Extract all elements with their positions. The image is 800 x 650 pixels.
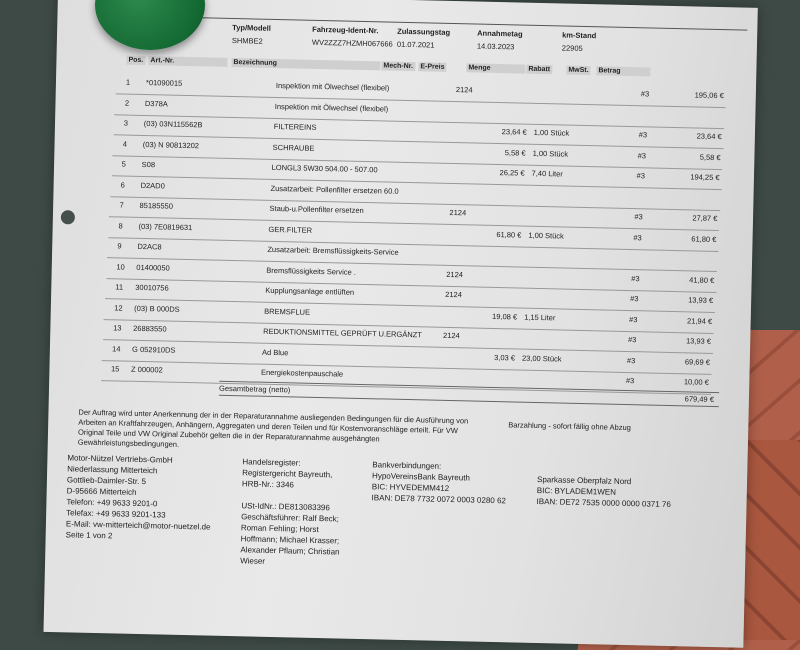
row-amount: 21,94 € [686,315,713,326]
row-description: Zusatzarbeit: Pollenfilter ersetzen 60.0 [270,183,399,196]
row-pos: 5 [121,159,126,169]
col-pos: Pos. [126,56,145,65]
row-description: Ad Blue [261,347,289,357]
row-vat: #3 [640,89,650,99]
row-art-nr: S08 [141,159,156,170]
footer-company [66,452,213,543]
row-description: BREMSFLUE [264,306,311,317]
footer-line: USt-IdNr.: DE813083396 [241,501,330,513]
mileage-label: km-Stand [562,30,597,41]
footer-line: Wieser [240,556,266,566]
acceptance-label: Annahmetag [477,28,523,39]
row-pos: 14 [112,343,121,354]
row-description: LONGL3 5W30 504.00 - 507.00 [271,162,378,175]
row-mech-nr: 2124 [449,207,467,218]
row-vat: #3 [638,130,648,140]
row-amount: 10,00 € [683,377,710,387]
row-vat: #3 [629,314,638,324]
row-description: Bremsflüssigkeits Service . [266,265,357,277]
footer-line: Registergericht Bayreuth, [242,468,333,480]
footer-line: BIC: HYVEDEMM412 [371,482,450,494]
row-pos: 10 [116,261,125,272]
row-art-nr: Z 000002 [130,364,163,375]
row-amount: 5,58 € [699,152,721,162]
row-art-nr: 01400050 [136,262,170,273]
row-unit-price [486,188,524,189]
row-description: GER.FILTER [268,224,313,235]
footer-line: Gottlieb-Daimler-Str. 5 [66,475,147,487]
acceptance-value: 14.03.2023 [476,41,515,52]
row-unit-price: 26,25 € [499,168,525,178]
footer-line: Handelsregister: [242,457,301,468]
row-art-nr: (03) N 90813202 [142,139,200,150]
row-amount: 41,80 € [689,274,715,285]
row-pos: 1 [125,77,131,87]
row-description: SCHRAUBE [272,142,315,153]
row-description: REDUKTIONSMITTEL GEPRÜFT U.ERGÄNZT [263,326,422,340]
row-pos: 15 [110,364,120,374]
footer-register [240,456,342,568]
col-art: Art.-Nr. [148,56,227,67]
row-amount: 195,06 € [694,90,724,101]
row-art-nr: (03) 03N115562B [143,118,203,130]
row-description: Zusatzarbeit: Bremsflüssigkeits-Service [267,244,399,257]
row-amount: 69,69 € [684,356,711,367]
row-unit-price: 5,58 € [504,147,526,158]
row-pos: 9 [117,241,122,251]
footer-line: Telefax: +49 9633 9201-133 [66,508,166,520]
row-vat: #3 [634,212,643,222]
registration-label: Zulassungstag [397,26,451,37]
col-mwst: MwSt. [566,66,590,76]
invoice-paper [43,0,757,648]
row-mech-nr: 2124 [446,269,464,279]
row-quantity: 1,00 Stück [528,230,564,241]
row-unit-price [491,86,529,87]
row-amount: 13,93 € [688,295,714,305]
footer-line: Geschäftsführer: Ralf Beck; [241,512,340,524]
row-art-nr: 30010756 [135,282,169,293]
row-unit-price [482,250,520,251]
fin-label: Fahrzeug-Ident-Nr. [312,24,379,36]
terms-text: Der Auftrag wird unter Anerkennung der in der Reparaturannahme ausliegenden Bedingungen für die Ausführung von Arbeiten an Kraftfahrzeugen, Anhängern, Aggregaten und deren Teilen und für Kostenvoranschläge erteilt. Für VW Original Teile und VW Original Zubehör gelten die in der Reparaturannahme ausgehängten Gewährleistungsbedingungen. [77,407,469,449]
row-amount [675,111,723,112]
fin-value: WV2ZZZ7HZMH067666 [311,37,393,49]
row-vat: #3 [630,294,639,304]
col-qty: Menge [466,63,525,73]
row-description: Energiekostenpauschale [260,367,344,379]
row-art-nr: D2AD0 [140,180,165,190]
row-pos: 4 [122,139,128,149]
row-quantity: 7,40 Liter [531,168,563,179]
footer-line: Niederlassung Mitterteich [67,464,158,476]
row-quantity: 23,00 Stück [521,353,562,364]
footer-line: IBAN: DE72 7535 0000 0000 0371 76 [536,496,671,510]
row-quantity: 1,00 Stück [533,127,570,138]
col-ep: E-Preis [418,62,446,72]
row-unit-price: 23,64 € [501,127,527,137]
row-unit-price [476,373,514,374]
col-desc: Bezeichnung [231,58,380,70]
row-art-nr: D378A [144,98,168,109]
row-amount: 23,64 € [696,131,722,142]
footer-line: Alexander Pflaum; Christian [240,545,340,557]
row-unit-price [480,291,518,292]
row-amount: 194,25 € [690,172,720,183]
row-vat: #3 [627,335,637,345]
footer-line: IBAN: DE78 7732 0072 0003 0280 62 [371,493,507,506]
footer-bank-hypo [371,459,506,506]
row-mech-nr: 2124 [443,330,460,341]
total-value: 679,49 € [684,394,715,404]
row-vat: #3 [636,171,646,181]
footer-bank-sparkasse [536,463,671,510]
row-art-nr: 85185550 [139,200,174,211]
row-amount: 13,93 € [685,336,712,346]
row-description: Inspektion mit Ölwechsel (flexibel) [275,80,390,93]
row-mech-nr: 2124 [455,85,473,95]
row-art-nr: G 052910DS [132,344,176,355]
footer-line: Bankverbindungen: [372,460,442,471]
row-art-nr: (03) 7E0819631 [138,221,193,232]
type-value: SHMBE2 [231,35,263,46]
footer-line: Roman Fehling; Horst [240,523,319,535]
footer-line: Motor-Nützel Vertriebs-GmbH [67,453,173,465]
row-art-nr: (03) B 000DS [134,303,180,314]
col-mech: Mech-Nr. [381,61,415,71]
row-unit-price [481,270,519,271]
registration-value: 01.07.2021 [396,39,435,50]
row-description: Staub-u.Pollenfilter ersetzen [269,203,364,215]
row-vat: #3 [637,150,647,160]
row-pos: 7 [119,200,124,210]
row-art-nr: *01090015 [145,78,183,88]
footer-line: HypoVereinsBank Bayreuth [372,471,471,483]
row-amount [671,192,719,193]
row-vat: #3 [631,273,640,283]
row-vat: #3 [626,355,636,365]
punch-hole [61,210,75,224]
row-unit-price: 61,80 € [496,229,522,240]
col-betrag: Betrag [596,66,650,76]
total-label: Gesamtbetrag (netto) [218,383,291,395]
row-amount [667,254,715,255]
row-pos: 2 [124,98,130,108]
row-amount: 61,80 € [691,233,717,244]
footer-line: D-95666 Mitterteich [66,486,137,497]
footer-line: Telefon: +49 9633 9201-0 [66,497,158,509]
footer-line: BIC: BYLADEM1WEN [536,485,617,497]
row-description: FILTEREINS [273,121,317,132]
footer-line: Seite 1 von 2 [65,530,113,541]
row-quantity: 1,15 Liter [524,312,556,322]
row-pos: 3 [123,118,129,128]
row-pos: 6 [120,179,125,190]
row-unit-price: 3,03 € [494,352,516,362]
row-unit-price: 19,08 € [492,311,518,321]
row-art-nr: D2AC8 [137,241,162,252]
row-description: Inspektion mit Ölwechsel (flexibel) [274,101,389,114]
type-label: Typ/Modell [232,22,271,33]
footer-line: HRB-Nr.: 3346 [241,479,295,490]
row-pos: 11 [115,282,124,292]
row-unit-price [490,106,528,107]
row-pos: 13 [113,323,122,333]
row-mech-nr: 2124 [445,289,463,300]
mileage-value: 22905 [561,43,583,53]
footer-line: Sparkasse Oberpfalz Nord [536,474,632,487]
row-pos: 8 [118,220,123,231]
row-vat: #3 [625,375,635,386]
footer-line: E-Mail: vw-mitterteich@motor-nuetzel.de [65,519,211,532]
row-art-nr: 26883550 [133,323,167,334]
row-unit-price [478,332,516,333]
col-rabatt: Rabatt [526,65,552,75]
row-vat: #3 [633,232,642,242]
row-amount: 27,87 € [692,213,718,224]
footer-line: Hoffmann; Michael Krasser; [240,534,340,546]
row-quantity: 1,00 Stück [532,148,569,159]
payment-terms: Barzahlung - sofort fällig ohne Abzug [508,420,631,433]
row-unit-price [485,209,523,210]
row-pos: 12 [114,302,123,313]
row-description: Kupplungsanlage entlüften [265,285,355,297]
